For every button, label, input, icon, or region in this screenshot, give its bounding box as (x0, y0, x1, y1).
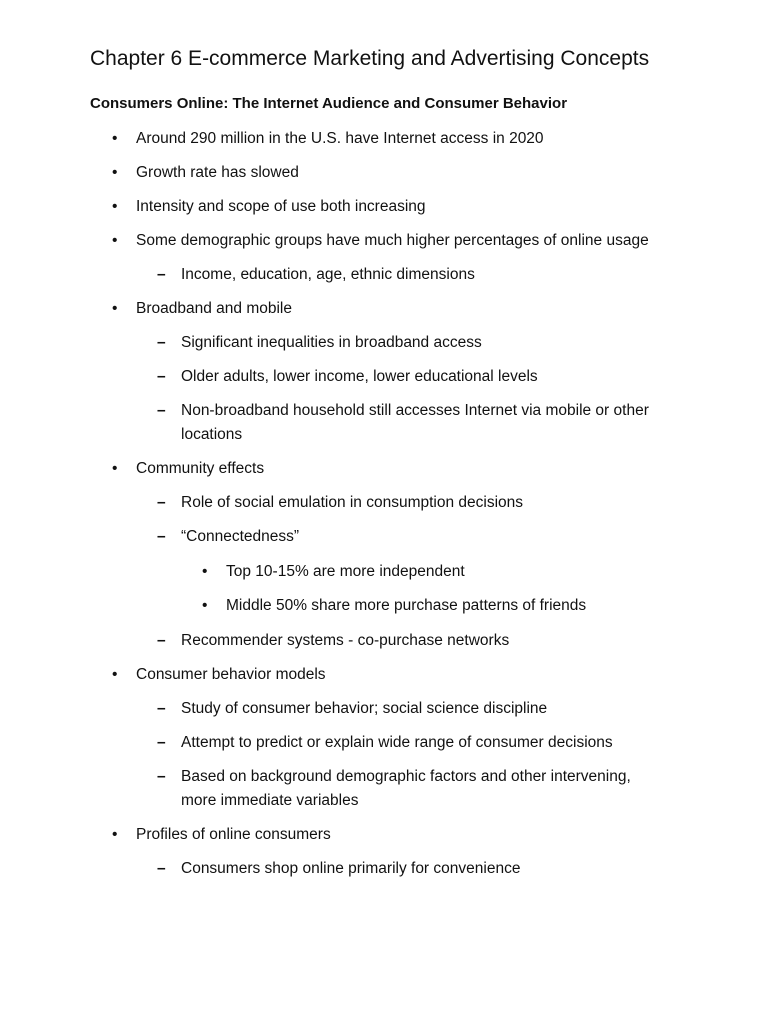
dash-marker: – (157, 768, 166, 785)
bullet-marker: • (202, 597, 208, 614)
list-item: Based on background demographic factors and other intervening, (181, 768, 631, 785)
list-item: “Connectedness” (181, 528, 300, 545)
bullet-marker: • (112, 300, 118, 317)
bullet-marker: • (112, 666, 118, 683)
section-heading: Consumers Online: The Internet Audience and Consumer Behavior (90, 95, 568, 112)
list-item: Study of consumer behavior; social science discipline (181, 700, 548, 717)
bullet-marker: • (112, 130, 118, 147)
dash-marker: – (157, 266, 166, 283)
list-item: Intensity and scope of use both increasing (136, 198, 426, 215)
bullet-marker: • (112, 460, 118, 477)
list-item: Profiles of online consumers (136, 826, 331, 843)
bullet-marker: • (112, 198, 118, 215)
dash-marker: – (157, 494, 166, 511)
dash-marker: – (157, 860, 166, 877)
list-item-continuation: more immediate variables (181, 792, 359, 809)
list-item-continuation: locations (181, 426, 243, 443)
dash-marker: – (157, 632, 166, 649)
bullet-marker: • (112, 164, 118, 181)
list-item: Some demographic groups have much higher percentages of online usage (136, 232, 649, 249)
list-item: Top 10-15% are more independent (226, 563, 465, 580)
list-item: Income, education, age, ethnic dimensions (181, 266, 475, 283)
list-item: Significant inequalities in broadband access (181, 334, 482, 351)
list-item: Attempt to predict or explain wide range of consumer decisions (181, 734, 613, 751)
list-item: Growth rate has slowed (136, 164, 299, 181)
bullet-marker: • (202, 563, 208, 580)
dash-marker: – (157, 334, 166, 351)
list-item: Non-broadband household still accesses Internet via mobile or other (181, 402, 649, 419)
bullet-marker: • (112, 826, 118, 843)
list-item: Consumer behavior models (136, 666, 326, 683)
list-item: Around 290 million in the U.S. have Internet access in 2020 (136, 130, 544, 147)
list-item: Role of social emulation in consumption decisions (181, 494, 524, 511)
dash-marker: – (157, 700, 166, 717)
list-item: Older adults, lower income, lower educational levels (181, 368, 538, 385)
dash-marker: – (157, 734, 166, 751)
page-title: Chapter 6 E-commerce Marketing and Advertising Concepts (90, 47, 650, 70)
dash-marker: – (157, 402, 166, 419)
list-item: Recommender systems - co-purchase networks (181, 632, 510, 649)
dash-marker: – (157, 368, 166, 385)
bullet-marker: • (112, 232, 118, 249)
list-item: Consumers shop online primarily for convenience (181, 860, 521, 877)
list-item: Community effects (136, 460, 265, 477)
list-item: Middle 50% share more purchase patterns of friends (226, 597, 587, 614)
dash-marker: – (157, 528, 166, 545)
list-item: Broadband and mobile (136, 300, 292, 317)
